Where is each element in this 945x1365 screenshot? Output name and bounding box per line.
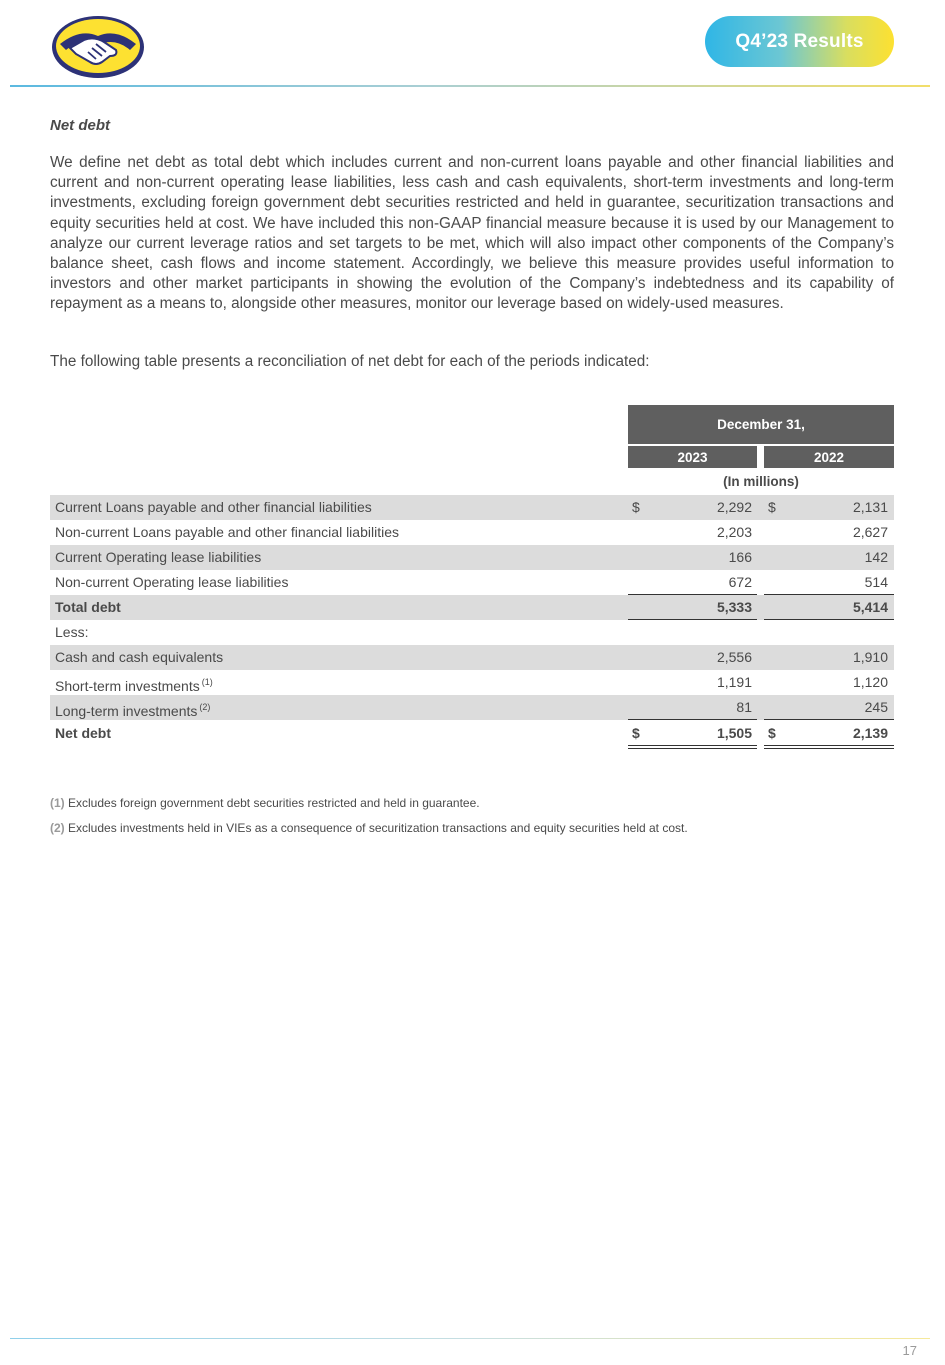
- row-label: Total debt: [55, 599, 121, 615]
- footnote-text: Excludes foreign government debt securities restricted and held in guarantee.: [68, 796, 480, 810]
- row-label: Non-current Loans payable and other financial liabilities: [55, 524, 399, 540]
- currency-symbol: $: [768, 725, 776, 741]
- value-2022: 1,910: [852, 649, 888, 665]
- value-2023: 1,505: [716, 725, 752, 741]
- table-intro: The following table presents a reconciliation of net debt for each of the periods indicated:: [50, 353, 650, 370]
- footnote-marker: (2): [50, 821, 65, 835]
- table-row: [50, 670, 894, 695]
- net-rule: [764, 719, 894, 720]
- footnote-ref: (1): [201, 677, 213, 687]
- value-2022: 5,414: [852, 599, 888, 615]
- value-2022: 2,131: [852, 499, 888, 515]
- table-row: [50, 495, 894, 520]
- page-number: 17: [902, 1343, 917, 1358]
- row-label: Less:: [55, 624, 89, 640]
- year-header-2022: 2022: [764, 446, 894, 468]
- currency-symbol: $: [632, 499, 640, 515]
- value-2023: 5,333: [716, 599, 752, 615]
- net-debt-row: [50, 721, 894, 746]
- value-2023: 166: [728, 549, 752, 565]
- value-2023: 2,203: [716, 524, 752, 540]
- table-row: [50, 695, 894, 720]
- value-2023: 672: [728, 574, 752, 590]
- company-logo: [50, 14, 146, 80]
- value-2022: 245: [864, 699, 888, 715]
- value-2022: 142: [864, 549, 888, 565]
- value-2023: 2,292: [716, 499, 752, 515]
- value-2022: 2,627: [852, 524, 888, 540]
- units-label: (In millions): [723, 474, 799, 489]
- table-row: [50, 520, 894, 545]
- row-label: Cash and cash equivalents: [55, 649, 224, 665]
- footnote-text: Excludes investments held in VIEs as a consequence of securitization transactions and equity securities held at cost.: [68, 821, 688, 835]
- net-rule: [628, 719, 757, 720]
- double-underline: [628, 745, 757, 749]
- value-2022: 1,120: [852, 674, 888, 690]
- row-label: Long-term investments $^{(2)}$: [55, 702, 211, 719]
- table-row: [50, 645, 894, 670]
- footnote: [50, 796, 480, 810]
- row-label: Short-term investments $^{(1)}$: [55, 677, 213, 694]
- value-2023: 81: [736, 699, 752, 715]
- footnote-ref: (2): [199, 702, 211, 712]
- table-row: [50, 545, 894, 570]
- currency-symbol: $: [632, 725, 640, 741]
- footnote: [50, 821, 688, 835]
- value-2023: 2,556: [716, 649, 752, 665]
- row-label: Current Loans payable and other financial liabilities: [55, 499, 372, 515]
- table-row: [50, 620, 894, 645]
- report-badge: Q4’23 Results: [705, 16, 894, 67]
- table-row: [50, 570, 894, 595]
- double-underline: [764, 745, 894, 749]
- year-header-2023: 2023: [628, 446, 757, 468]
- value-2022: 2,139: [852, 725, 888, 741]
- definition-paragraph: We define net debt as total debt which includes current and non-current loans payable and other financial liabilities and current and non-current operating lease liabilities, less cash and cash equivalents, short-term investments and long-term investments, excluding foreign government debt securities restricted and held in guarantee, securitization transactions and equity securities held at cost. We have included this non-GAAP financial measure because it is used by our Management to analyze our current leverage ratios and set targets to be met, which will also impact other components of the Company’s balance sheet, cash flows and income statement. Accordingly, we believe this measure provides useful information to investors and other market participants in showing the evolution of the Company’s indebtedness and its capability of repayment as a means to, alongside other measures, monitor our leverage based on widely-used measures.: [50, 154, 894, 313]
- value-2023: 1,191: [716, 674, 752, 690]
- footer-divider: [10, 1338, 930, 1339]
- header-divider: [10, 85, 930, 87]
- row-label: Non-current Operating lease liabilities: [55, 574, 289, 590]
- section-title: Net debt: [50, 117, 110, 134]
- footnote-marker: (1): [50, 796, 65, 810]
- period-header: December 31,: [628, 405, 894, 444]
- currency-symbol: $: [768, 499, 776, 515]
- row-label: Current Operating lease liabilities: [55, 549, 262, 565]
- row-label: Net debt: [55, 725, 111, 741]
- value-2022: 514: [864, 574, 888, 590]
- total-debt-row: [50, 595, 894, 620]
